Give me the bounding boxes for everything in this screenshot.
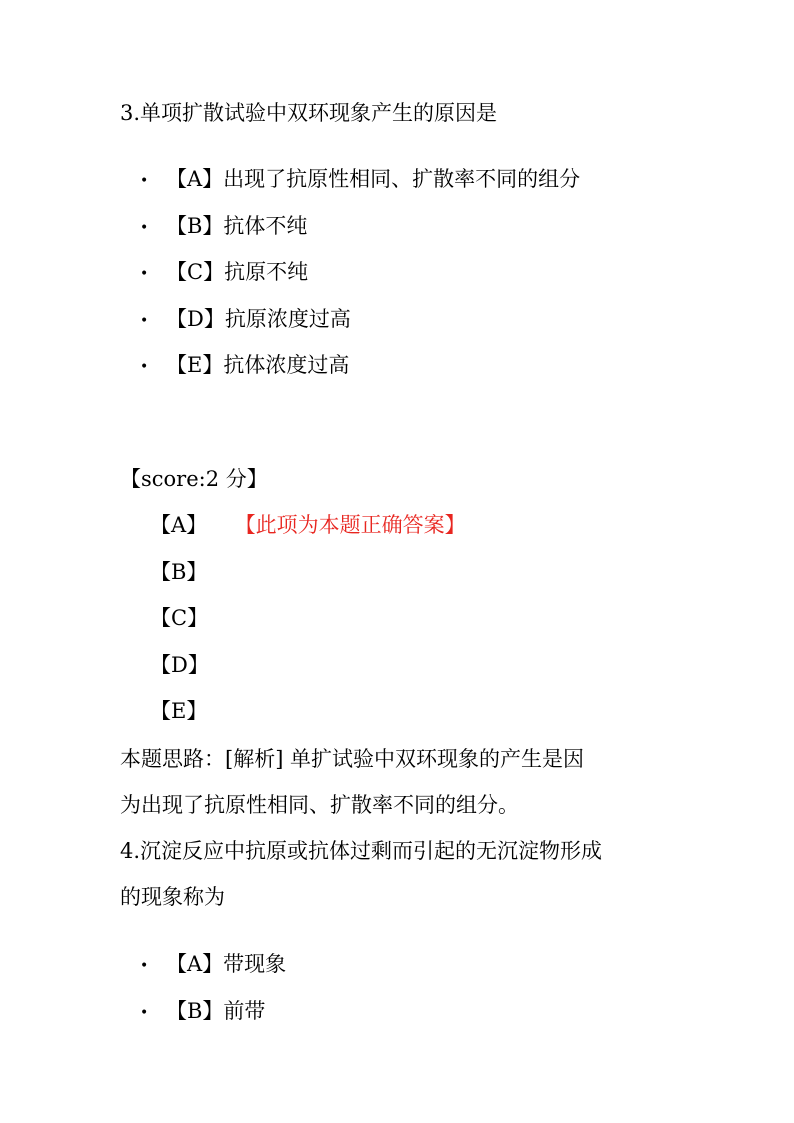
option-label: 【B】前带: [166, 998, 266, 1023]
option-item[interactable]: [140, 167, 580, 214]
answer-label: 【E】: [150, 699, 208, 723]
analysis-block: [120, 747, 680, 931]
bullet-icon: •: [140, 266, 149, 282]
question-4-title: 4.沉淀反应中抗原或抗体过剩而引起的无沉淀物形成: [120, 839, 603, 863]
option-item[interactable]: [140, 260, 580, 307]
option-label: 【E】抗体浓度过高: [166, 353, 350, 377]
question-3-title: 3.单项扩散试验中双环现象产生的原因是: [120, 101, 498, 125]
bullet-icon: •: [140, 219, 149, 236]
correct-answer-note: 【此项为本题正确答案】: [245, 513, 466, 537]
bullet-icon: •: [140, 173, 149, 189]
option-label: 【C】抗原不纯: [166, 260, 309, 284]
analysis-line: 本题思路：[解析] 单扩试验中双环现象的产生是因: [120, 747, 585, 771]
bullet-icon: •: [140, 312, 149, 329]
option-item[interactable]: [140, 307, 580, 354]
answer-item-c: [150, 606, 466, 653]
question-3-options: [140, 167, 580, 400]
answer-item-b: [150, 560, 466, 607]
answer-label: 【C】: [150, 606, 209, 630]
bullet-icon: •: [140, 1004, 149, 1021]
bullet-icon: •: [140, 958, 149, 974]
answer-item-a: [150, 513, 466, 560]
option-item[interactable]: [140, 952, 286, 999]
answer-label: 【B】: [150, 559, 208, 584]
score-label: 【score:2 分】: [120, 467, 268, 491]
answer-item-e: [150, 699, 466, 746]
analysis-line: 为出现了抗原性相同、扩散率不同的组分。: [120, 793, 519, 817]
question-4-options: [140, 952, 286, 1045]
bullet-icon: •: [140, 359, 149, 375]
answer-item-d: [150, 653, 466, 700]
option-item[interactable]: [140, 353, 580, 400]
option-label: 【A】出现了抗原性相同、扩散率不同的组分: [166, 167, 581, 191]
option-label: 【D】抗原浓度过高: [166, 306, 351, 331]
answer-label: 【D】: [150, 652, 209, 677]
option-item[interactable]: [140, 999, 286, 1046]
answer-label: 【A】: [150, 513, 208, 537]
answer-key-list: [150, 513, 466, 746]
option-item[interactable]: [140, 214, 580, 261]
question-4-title-cont: 的现象称为: [120, 885, 225, 909]
option-label: 【B】抗体不纯: [166, 213, 308, 238]
option-label: 【A】带现象: [166, 952, 287, 976]
